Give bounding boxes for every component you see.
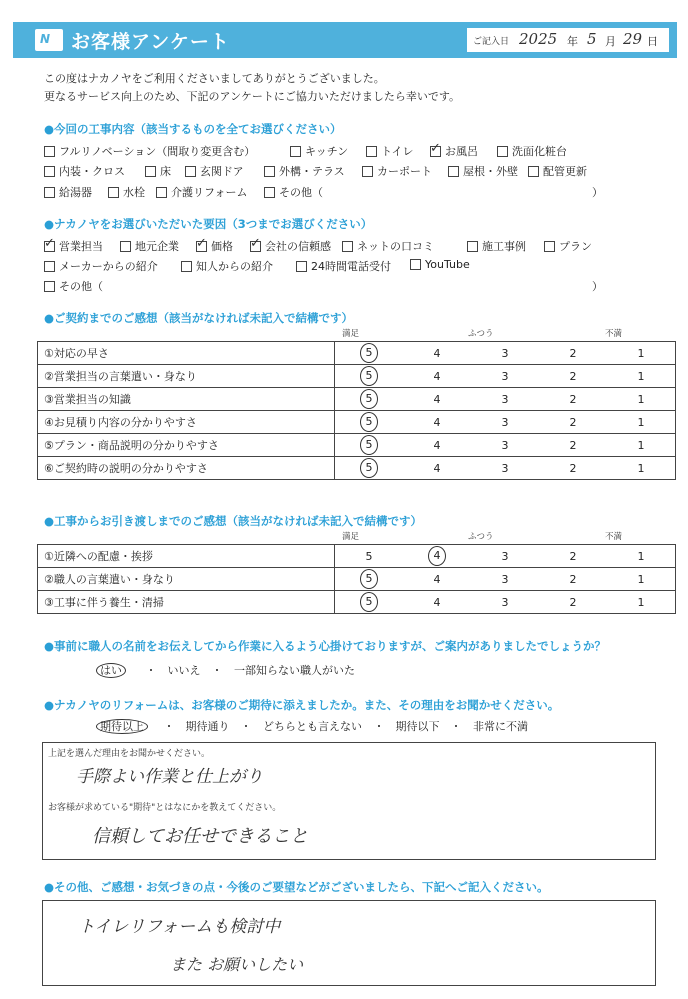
rating-row	[38, 591, 676, 614]
option-label: 屋根・外壁	[463, 165, 518, 178]
selected-rating: 5	[360, 458, 378, 478]
rating-value: 3	[501, 369, 509, 383]
q1-option[interactable]	[366, 143, 413, 159]
q1-option[interactable]	[362, 163, 432, 179]
option-label: 24時間電話受付	[311, 260, 391, 273]
q5-option-partial[interactable]: 一部知らない職人がいた	[234, 664, 355, 677]
rating-value: 2	[569, 461, 577, 475]
rating-option-4[interactable]	[403, 342, 471, 365]
option-label: キッチン	[305, 145, 349, 158]
rating-value: 2	[569, 549, 577, 563]
rating-option-3[interactable]	[471, 365, 539, 388]
checkbox[interactable]	[196, 241, 207, 252]
checkbox[interactable]	[290, 146, 301, 157]
rating-value: 1	[637, 595, 645, 609]
rating-option-4[interactable]	[403, 591, 471, 614]
option-label: 玄関ドア	[200, 165, 244, 178]
rating-value: 1	[637, 572, 645, 586]
rating-option-4[interactable]	[403, 411, 471, 434]
checkbox[interactable]	[145, 166, 156, 177]
rating-option-3[interactable]	[471, 545, 539, 568]
selected-rating: 5	[360, 569, 378, 589]
q5-answers	[96, 662, 355, 678]
option-label: プラン	[559, 240, 592, 253]
date-field[interactable]	[467, 28, 669, 52]
rating-option-1[interactable]	[607, 568, 676, 591]
date-label: ご記入日	[473, 37, 510, 47]
q2-option[interactable]	[196, 238, 233, 254]
rating-option-5[interactable]	[335, 568, 404, 591]
date-month: 5	[587, 30, 597, 48]
option-label: 床	[160, 165, 171, 178]
q5-option-yes[interactable]: はい	[96, 663, 126, 678]
intro-line-1: この度はナカノヤをご利用くださいましてありがとうございました。	[44, 72, 385, 85]
q4-scale-high: 満足	[342, 532, 360, 542]
rating-value: 1	[637, 392, 645, 406]
option-label: 配管更新	[543, 165, 587, 178]
month-unit: 月	[605, 35, 616, 48]
option-label: メーカーからの紹介	[59, 260, 158, 273]
rating-value: 2	[569, 415, 577, 429]
checkbox[interactable]	[467, 241, 478, 252]
selected-rating: 5	[360, 389, 378, 409]
rating-option-3[interactable]	[471, 434, 539, 457]
checkbox[interactable]	[430, 146, 441, 157]
rating-question: ⑤プラン・商品説明の分かりやすさ	[38, 434, 335, 457]
rating-value: 2	[569, 438, 577, 452]
q1-option[interactable]	[44, 184, 92, 200]
selected-rating: 5	[360, 366, 378, 386]
rating-option-1[interactable]	[607, 545, 676, 568]
rating-question: ④お見積り内容の分かりやすさ	[38, 411, 335, 434]
rating-value: 4	[433, 438, 441, 452]
rating-row	[38, 568, 676, 591]
option-label: フルリノベーション（間取り変更含む）	[59, 145, 256, 158]
q2-option[interactable]	[250, 238, 331, 254]
option-label: 洗面化粧台	[512, 145, 567, 158]
option-label: 水栓	[123, 186, 145, 199]
checkbox[interactable]	[185, 166, 196, 177]
rating-value: 4	[433, 346, 441, 360]
q5-title: ●事前に職人の名前をお伝えしてから作業に入るよう心掛けておりますが、ご案内がありましたでしょうか？	[44, 639, 607, 653]
rating-option-2[interactable]	[539, 388, 607, 411]
checkbox[interactable]	[120, 241, 131, 252]
rating-value: 2	[569, 392, 577, 406]
option-label: 外構・テラス	[279, 165, 345, 178]
rating-option-1[interactable]	[607, 388, 676, 411]
rating-value: 3	[501, 346, 509, 360]
rating-option-5[interactable]	[335, 457, 404, 480]
q2-option[interactable]	[44, 258, 158, 274]
rating-option-3[interactable]	[471, 591, 539, 614]
option-label: 地元企業	[135, 240, 179, 253]
rating-option-5[interactable]	[335, 365, 404, 388]
rating-value: 4	[433, 415, 441, 429]
q2-option[interactable]	[544, 238, 592, 254]
checkbox[interactable]	[366, 146, 377, 157]
intro-line-2: 更なるサービス向上のため、下記のアンケートにご協力いただけましたら幸いです。	[44, 90, 461, 103]
rating-row	[38, 388, 676, 411]
rating-option-5[interactable]	[335, 434, 404, 457]
q1-option[interactable]	[156, 184, 247, 200]
q7-answer-line-2: また お願いしたい	[170, 955, 304, 974]
rating-option-2[interactable]	[539, 411, 607, 434]
checkbox[interactable]	[44, 281, 55, 292]
q6-reason-prompt: 上記を選んだ理由をお聞かせください。	[48, 749, 211, 759]
rating-value: 3	[501, 415, 509, 429]
rating-value: 4	[433, 572, 441, 586]
rating-value: 1	[637, 415, 645, 429]
rating-option-2[interactable]	[539, 342, 607, 365]
rating-value: 2	[569, 595, 577, 609]
header-bar	[13, 22, 677, 58]
q3-scale-low: 不満	[605, 329, 623, 339]
checkbox[interactable]	[362, 166, 373, 177]
checkbox[interactable]	[44, 261, 55, 272]
q2-option[interactable]	[410, 258, 470, 271]
logo: N	[35, 29, 63, 51]
rating-question: ①対応の早さ	[38, 342, 335, 365]
q5-option-no[interactable]: ・ いいえ ・	[145, 664, 223, 677]
q2-close-paren: ）	[592, 280, 603, 293]
checkbox[interactable]	[44, 166, 55, 177]
q2-title: ●ナカノヤをお選びいただいた要因（3つまでお選びください）	[44, 217, 373, 231]
rating-option-3[interactable]	[471, 388, 539, 411]
rating-question: ②職人の言葉遣い・身なり	[38, 568, 335, 591]
rating-value: 3	[501, 549, 509, 563]
rating-option-3[interactable]	[471, 457, 539, 480]
option-label: 介護リフォーム	[171, 186, 248, 199]
rating-option-5[interactable]	[335, 388, 404, 411]
rating-option-1[interactable]	[607, 365, 676, 388]
rating-option-3[interactable]	[471, 411, 539, 434]
q1-option[interactable]	[44, 143, 255, 159]
rating-option-1[interactable]	[607, 434, 676, 457]
checkbox[interactable]	[497, 146, 508, 157]
year-unit: 年	[567, 35, 578, 48]
q3-title: ●ご契約までのご感想（該当がなければ未記入で結構です）	[44, 311, 354, 325]
rating-value: 1	[637, 369, 645, 383]
option-label: ネットの口コミ	[357, 240, 434, 253]
checkbox[interactable]	[44, 241, 55, 252]
q7-answer-line-1: トイレリフォームも検討中	[78, 917, 281, 937]
checkbox[interactable]	[44, 187, 55, 198]
rating-row	[38, 545, 676, 568]
option-label: 営業担当	[59, 240, 103, 253]
rating-option-1[interactable]	[607, 457, 676, 480]
rating-option-5[interactable]	[335, 411, 404, 434]
option-label: その他（	[279, 186, 323, 199]
q2-option[interactable]	[44, 278, 103, 294]
q3-scale-high: 満足	[342, 329, 360, 339]
option-label: YouTube	[425, 258, 470, 271]
checkbox[interactable]	[448, 166, 459, 177]
rating-row	[38, 365, 676, 388]
rating-option-4[interactable]	[403, 434, 471, 457]
q6-option-below[interactable]: ・ 期待以下 ・	[373, 720, 462, 733]
option-label: 会社の信頼感	[265, 240, 331, 253]
option-label: 価格	[211, 240, 233, 253]
checkbox[interactable]	[342, 241, 353, 252]
rating-value: 2	[569, 572, 577, 586]
checkbox[interactable]	[528, 166, 539, 177]
q6-answers	[96, 718, 528, 734]
option-label: お風呂	[445, 145, 478, 158]
checkbox[interactable]	[156, 187, 167, 198]
rating-option-2[interactable]	[539, 457, 607, 480]
option-label: その他（	[59, 280, 103, 293]
checkbox[interactable]	[250, 241, 261, 252]
q2-option[interactable]	[44, 238, 103, 254]
option-label: カーポート	[377, 165, 432, 178]
rating-value: 4	[433, 595, 441, 609]
rating-value: 1	[637, 438, 645, 452]
rating-value: 2	[569, 369, 577, 383]
date-year: 2025	[519, 30, 558, 48]
rating-value: 3	[501, 572, 509, 586]
rating-option-4[interactable]	[403, 545, 471, 568]
q7-title: ●その他、ご感想・お気づきの点・今後のご要望などがございましたら、下記へご記入ください。	[44, 880, 549, 894]
q2-option[interactable]	[181, 258, 273, 274]
checkbox[interactable]	[296, 261, 307, 272]
q4-rating-table	[37, 544, 676, 614]
option-label: 知人からの紹介	[196, 260, 273, 273]
rating-value: 4	[433, 461, 441, 475]
rating-option-2[interactable]	[539, 365, 607, 388]
q1-option[interactable]	[448, 163, 518, 179]
q1-title: ●今回の工事内容（該当するものを全てお選びください）	[44, 122, 342, 136]
option-label: トイレ	[381, 145, 414, 158]
q6-expect-prompt: お客様が求めている"期待"とはなにかを教えてください。	[48, 803, 282, 813]
q3-rating-table	[37, 341, 676, 480]
rating-row	[38, 411, 676, 434]
option-label: 施工事例	[482, 240, 526, 253]
rating-option-3[interactable]	[471, 342, 539, 365]
rating-value: 2	[569, 346, 577, 360]
rating-question: ⑥ご契約時の説明の分かりやすさ	[38, 457, 335, 480]
q4-scale-low: 不満	[605, 532, 623, 542]
q6-reason-answer: 手際よい作業と仕上がり	[76, 767, 263, 787]
rating-value: 4	[433, 392, 441, 406]
checkbox[interactable]	[181, 261, 192, 272]
rating-question: ①近隣への配慮・挨拶	[38, 545, 335, 568]
q4-title: ●工事からお引き渡しまでのご感想（該当がなければ未記入で結構です）	[44, 514, 423, 528]
q6-expect-answer: 信頼してお任せできること	[92, 826, 308, 847]
rating-option-1[interactable]	[607, 591, 676, 614]
q1-option[interactable]	[430, 143, 478, 159]
rating-question: ③工事に伴う養生・清掃	[38, 591, 335, 614]
rating-option-5[interactable]	[335, 342, 404, 365]
q3-scale-mid: ふつう	[468, 329, 494, 339]
rating-value: 1	[637, 549, 645, 563]
rating-value: 1	[637, 461, 645, 475]
checkbox[interactable]	[544, 241, 555, 252]
q6-title: ●ナカノヤのリフォームは、お客様のご期待に添えましたか。また、その理由をお聞かせください。	[44, 698, 560, 712]
selected-rating: 5	[360, 412, 378, 432]
q1-option[interactable]	[185, 163, 244, 179]
q6-option-dissatisfied[interactable]: 非常に不満	[473, 720, 528, 733]
rating-value: 3	[501, 595, 509, 609]
rating-row	[38, 342, 676, 365]
rating-option-2[interactable]	[539, 434, 607, 457]
checkbox[interactable]	[410, 259, 421, 270]
q2-option[interactable]	[342, 238, 434, 254]
rating-option-1[interactable]	[607, 342, 676, 365]
selected-rating: 4	[428, 546, 446, 566]
checkbox[interactable]	[44, 146, 55, 157]
rating-value: 3	[501, 438, 509, 452]
q1-option[interactable]	[44, 163, 125, 179]
selected-rating: 5	[360, 435, 378, 455]
rating-option-1[interactable]	[607, 411, 676, 434]
rating-value: 3	[501, 461, 509, 475]
rating-option-4[interactable]	[403, 457, 471, 480]
q4-scale-mid: ふつう	[468, 532, 494, 542]
rating-option-3[interactable]	[471, 568, 539, 591]
rating-option-5[interactable]	[335, 591, 404, 614]
option-label: 内装・クロス	[59, 165, 125, 178]
rating-question: ③営業担当の知識	[38, 388, 335, 411]
q2-option[interactable]	[120, 238, 179, 254]
rating-value: 1	[637, 346, 645, 360]
rating-option-5[interactable]	[335, 545, 404, 568]
checkbox[interactable]	[264, 166, 275, 177]
option-label: 給湯器	[59, 186, 92, 199]
selected-rating: 5	[360, 592, 378, 612]
date-day: 29	[623, 30, 643, 48]
rating-option-2[interactable]	[539, 568, 607, 591]
q2-option[interactable]	[467, 238, 526, 254]
rating-question: ②営業担当の言葉遣い・身なり	[38, 365, 335, 388]
q6-option-neutral[interactable]: どちらとも言えない	[263, 720, 362, 733]
q1-option[interactable]	[528, 163, 587, 179]
q1-option[interactable]	[497, 143, 567, 159]
rating-value: 4	[433, 369, 441, 383]
rating-option-2[interactable]	[539, 545, 607, 568]
rating-row	[38, 434, 676, 457]
day-unit: 日	[647, 35, 658, 48]
q1-option[interactable]	[264, 184, 323, 200]
q6-option-meets[interactable]: ・ 期待通り ・	[163, 720, 252, 733]
rating-option-4[interactable]	[403, 568, 471, 591]
q1-option[interactable]	[290, 143, 348, 159]
checkbox[interactable]	[264, 187, 275, 198]
q6-option-above[interactable]: 期待以上	[96, 719, 148, 734]
rating-option-2[interactable]	[539, 591, 607, 614]
page-title: お客様アンケート	[71, 31, 230, 53]
rating-option-4[interactable]	[403, 365, 471, 388]
q1-option[interactable]	[145, 163, 171, 179]
q1-option[interactable]	[108, 184, 145, 200]
selected-rating: 5	[360, 343, 378, 363]
q1-option[interactable]	[264, 163, 345, 179]
rating-value: 3	[501, 392, 509, 406]
checkbox[interactable]	[108, 187, 119, 198]
rating-row	[38, 457, 676, 480]
rating-value: 5	[365, 549, 373, 563]
q1-close-paren: ）	[592, 186, 603, 199]
q2-option[interactable]	[296, 258, 391, 274]
rating-option-4[interactable]	[403, 388, 471, 411]
